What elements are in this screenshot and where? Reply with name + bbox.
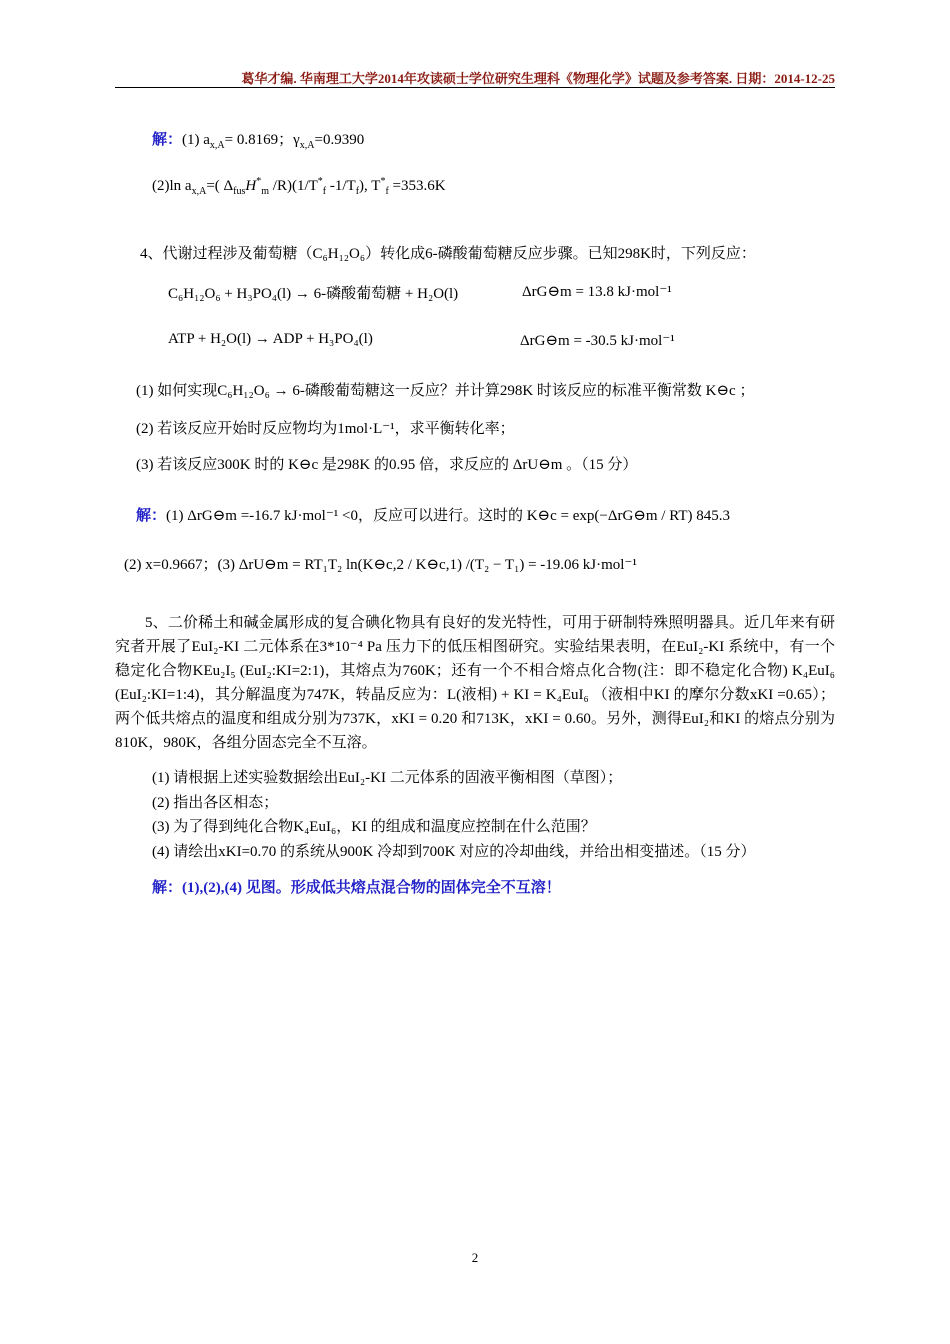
q5-sub1: (1) 请根据上述实验数据绘出EuI₂-KI 二元体系的固液平衡相图（草图）； [152,770,623,786]
q5-sub2: (2) 指出各区相态； [152,795,279,811]
q4-sub3: (3) 若该反应300K 时的 K⊖c 是298K 的0.95 倍，求反应的 ΔrU⊖m 。（15 分） [136,457,638,473]
q4-sub2: (2) 若该反应开始时反应物均为1mol·L⁻¹，求平衡转化率； [136,421,515,437]
q4-reaction2: ATP + H₂O(l) → ADP + H₃PO₄(l) [168,331,373,347]
q5-paragraph: 5、二价稀土和碱金属形成的复合碘化物具有良好的发光特性，可用于研制特殊照明器具。近几年来有研究者开展了EuI₂-KI 二元体系在3*10⁻⁴ Pa 压力下的低压相图研究。实验结果表明，在EuI₂-KI 系统中，有一个稳定化合物KEu₂I₅ (EuI₂:KI=2:1)，其熔点为760K；还有一个不相合熔点化合物(注：即不稳定化合物) K₄EuI₆ (EuI₂:KI=1:4)，其分解温度为747K，转晶反应为：L(液相) + KI = K₄EuI₆ （液相中KI 的摩尔分数xKI =0.65）；两个低共熔点的温度和组成分别为737K，xKI = 0.20 和713K，xKI = 0.60。另外，测得EuI₂和KI 的熔点分别为810K，980K，各组分固态完全不互溶。 [115,615,835,751]
page-number: 2 [471,1250,479,1265]
answer5-text: 解：(1),(2),(4) 见图。形成低共熔点混合物的固体完全不互溶！ [152,880,561,896]
answer-label: 解： [152,132,183,148]
page-header: 葛华才编. 华南理工大学2014年攻读硕士学位研究生理科《物理化学》试题及参考答案. 日期：2014-12-25 [241,71,835,86]
q5-sub4: (4) 请绘出xKI=0.70 的系统从900K 冷却到700K 对应的冷却曲线，并给出相变描述。（15 分） [152,844,756,860]
answer4-line1: 解：(1) ΔrG⊖m =-16.7 kJ·mol⁻¹ <0，反应可以进行。这时的 K⊖c = exp(−ΔrG⊖m / RT) 845.3 [136,508,730,524]
header-rule [115,87,835,88]
q4-sub1: (1) 如何实现C₆H₁₂O₆ → 6-磷酸葡萄糖这一反应？并计算298K 时该反应的标准平衡常数 K⊖c ； [136,383,755,399]
answer3-line1: 解：(1) $a_{x,A}= 0.8169$；$\gamma_{x,A}=0.9390$ [152,132,365,151]
q4-reaction1: C₆H₁₂O₆ + H₃PO₄(l) → 6-磷酸葡萄糖 + H₂O(l) [168,286,459,302]
answer4-line2: (2) x=0.9667；(3) ΔrU⊖m = RT₁T₂ ln(K⊖c,2 / K⊖c,1) /(T₂ − T₁) = -19.06 kJ·mol⁻¹ [124,557,637,573]
q4-reaction2-value: ΔrG⊖m = -30.5 kJ·mol⁻¹ [520,333,675,349]
q5-sub3: (3) 为了得到纯化合物K₄EuI₆，KI 的组成和温度应控制在什么范围？ [152,819,596,835]
answer3-line2: (2)ln $a_{x,A}=$( $\Delta_{fus}H^*_m$ $/R)(1/T^*_f$ $-1/T_f$), $T^*_f =353.6K$ [152,176,446,197]
answer-label: 解： [136,508,167,524]
q4-reaction1-value: ΔrG⊖m = 13.8 kJ·mol⁻¹ [522,284,672,300]
q4-intro: 4、代谢过程涉及葡萄糖（C₆H₁₂O₆）转化成6-磷酸葡萄糖反应步骤。已知298K时，下列反应： [140,246,756,262]
